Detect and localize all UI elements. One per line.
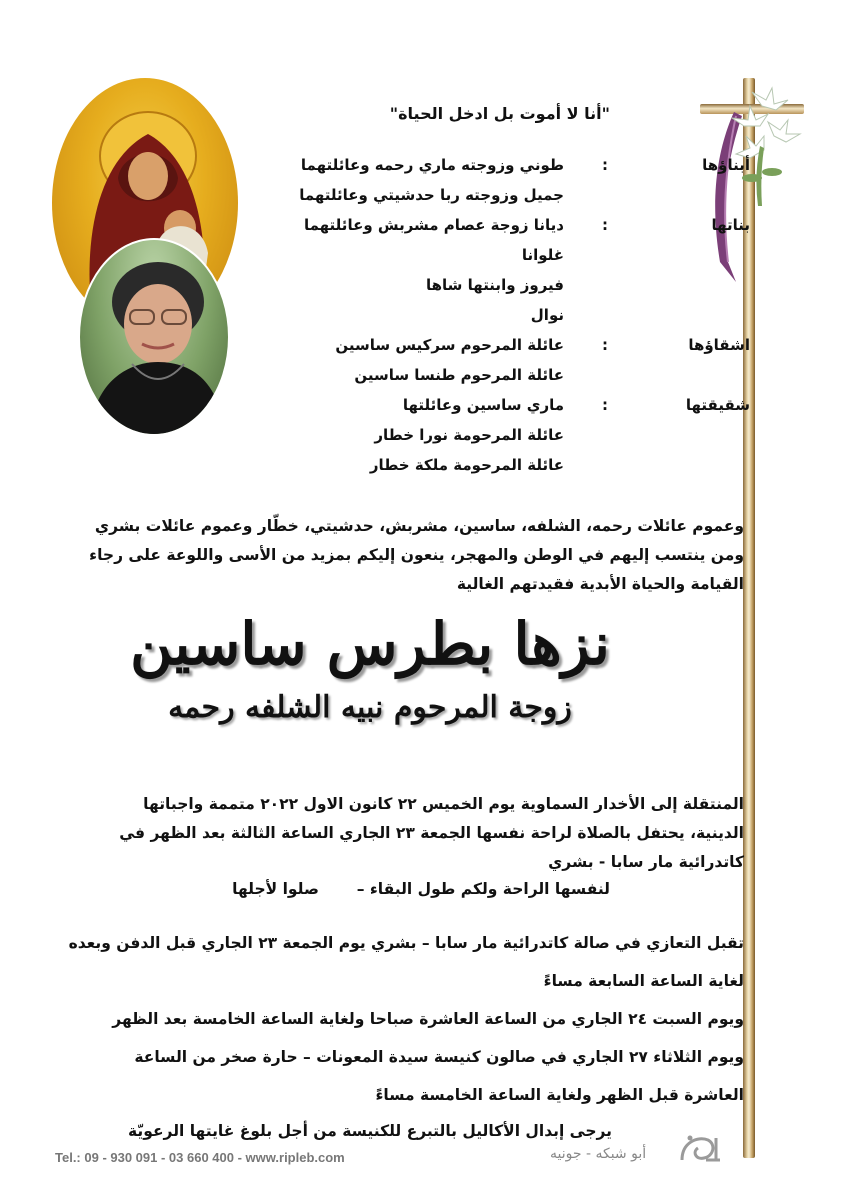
relative-row [0, 156, 850, 186]
families-line: وعموم عائلات رحمه، الشلفه، ساسين، مشربش، حدشيتي، خطّار وعموم عائلات بشري [94, 517, 744, 535]
relative-row [0, 426, 850, 456]
relative-name: ماري ساسين وعائلتها [402, 396, 564, 414]
relative-row [0, 366, 850, 396]
relative-colon: : [602, 216, 608, 234]
relative-name: نوال [530, 306, 564, 324]
funeral-line: المنتقلة إلى الأخدار السماوية يوم الخميس ٢٢ كانون الاول ٢٠٢٢ متممة واجباتها [143, 795, 744, 813]
relative-row [0, 396, 850, 426]
relative-name: عائلة المرحوم سركيس ساسين [335, 336, 564, 354]
relative-name: عائلة المرحوم طنسا ساسين [354, 366, 564, 384]
families-paragraph [60, 512, 744, 599]
condolences-line: ويوم الثلاثاء ٢٧ الجاري في صالون كنيسة سيدة المعونات – حارة صخر من الساعة [134, 1048, 744, 1066]
relatives-list [0, 156, 850, 486]
relative-colon: : [602, 156, 608, 174]
condolences-paragraph [60, 924, 744, 1114]
condolences-line: لغاية الساعة السابعة مساءً [543, 972, 744, 990]
deceased-name: نزها بطرس ساسين [130, 610, 610, 678]
relative-row [0, 336, 850, 366]
families-line: القيامة والحياة الأبدية فقيدتهم الغالية [456, 575, 744, 593]
funeral-paragraph [60, 790, 744, 877]
relative-row [0, 246, 850, 276]
donation-note: يرجى إبدال الأكاليل بالتبرع للكنيسة من أجل بلوغ غايتها الرعويّة [128, 1122, 612, 1140]
quote-text: "أنا لا أموت بل ادخل الحياة" [389, 104, 610, 123]
relative-name: ديانا زوجة عصام مشربش وعائلتهما [303, 216, 564, 234]
relative-name: غلوانا [521, 246, 564, 264]
relative-colon: : [602, 336, 608, 354]
relative-name: فيروز وابنتها شاها [426, 276, 564, 294]
families-line: ومن ينتسب إليهم في الوطن والمهجر، ينعون إليكم بمزيد من الأسى واللوعة على رجاء [89, 546, 744, 564]
relative-label: بناتها [711, 216, 750, 234]
relative-name: طوني وزوجته ماري رحمه وعائلتهما [300, 156, 564, 174]
relative-colon: : [602, 396, 608, 414]
relative-row [0, 456, 850, 486]
relative-label: اشقاؤها [688, 336, 750, 354]
relative-row [0, 276, 850, 306]
relative-name: عائلة المرحومة نورا خطار [374, 426, 564, 444]
relative-label: شقيقتها [685, 396, 750, 414]
condolences-line: ويوم السبت ٢٤ الجاري من الساعة العاشرة صباحا ولغاية الساعة الخامسة بعد الظهر [112, 1010, 744, 1028]
footer-location: أبو شبكه - جونيه [550, 1146, 647, 1162]
relative-row [0, 186, 850, 216]
relative-name: عائلة المرحومة ملكة خطار [369, 456, 564, 474]
relative-row [0, 216, 850, 246]
deceased-title: زوجة المرحوم نبيه الشلفه رحمه [168, 690, 572, 725]
relative-label: أبناؤها [702, 156, 750, 174]
relative-row [0, 306, 850, 336]
condolences-line: تقبل التعازي في صالة كاتدرائية مار سابا – بشري يوم الجمعة ٢٣ الجاري قبل الدفن وبعده [68, 934, 744, 952]
relative-name: جميل وزوجته ربا حدشيتي وعائلتهما [299, 186, 564, 204]
ripleb-logo-icon [676, 1130, 726, 1168]
funeral-line: الدينية، يحتفل بالصلاة لراحة نفسها الجمعة ٢٣ الجاري الساعة الثالثة بعد الظهر في [119, 824, 744, 842]
funeral-line: كاتدرائية مار سابا - بشري [548, 853, 744, 871]
prayer-line: لنفسها الراحة ولكم طول البقاء – صلوا لأجلها [232, 880, 610, 898]
footer-contact: Tel.: 09 - 930 091 - 03 660 400 - www.ripleb.com [55, 1150, 345, 1165]
condolences-line: العاشرة قبل الظهر ولغاية الساعة الخامسة مساءً [375, 1086, 744, 1104]
